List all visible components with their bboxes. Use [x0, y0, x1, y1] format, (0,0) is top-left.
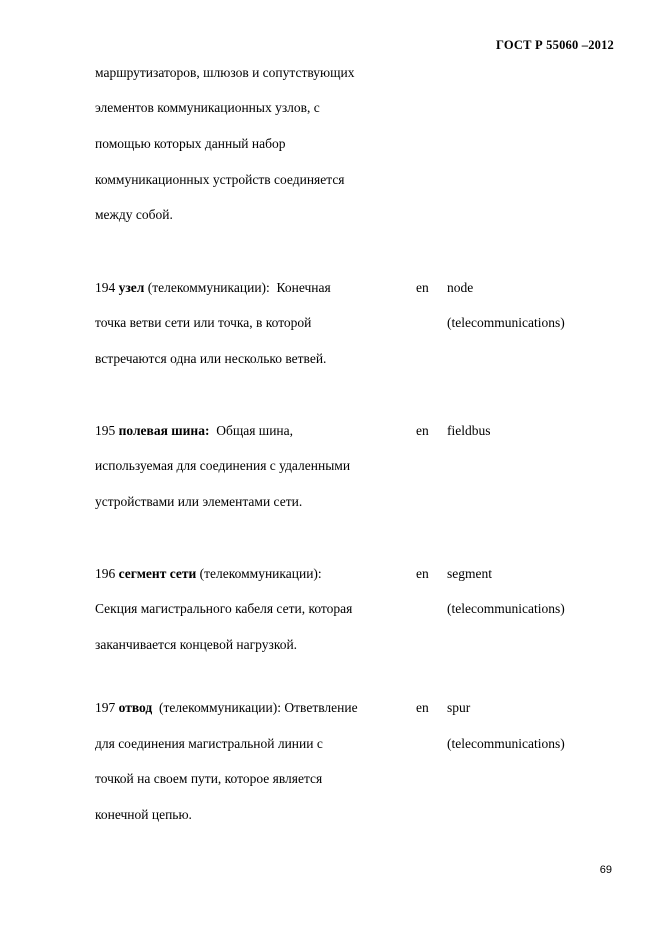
- entry-qualifier: (телекоммуникации):: [152, 700, 282, 715]
- entry-term: отвод: [118, 700, 153, 715]
- entry-term: сегмент сети: [118, 566, 197, 581]
- entry-definition-line: точка ветви сети или точка, в которой: [95, 315, 312, 330]
- entry-qualifier: (телекоммуникации):: [144, 280, 270, 295]
- entry-term: узел: [118, 280, 145, 295]
- entry-definition-line: конечной цепью.: [95, 807, 192, 822]
- entry-number: 194: [95, 280, 116, 295]
- entry-text: Конечная: [269, 280, 331, 295]
- entry-first-line: [95, 423, 293, 439]
- english-term-qualifier: (telecommunications): [447, 736, 565, 751]
- entry-number: 197: [95, 700, 116, 715]
- entry-definition-line: встречаются одна или несколько ветвей.: [95, 351, 327, 366]
- continuation-line: элементов коммуникационных узлов, с: [95, 100, 320, 115]
- entry-definition-line: точкой на своем пути, которое является: [95, 771, 323, 786]
- entry-text: Общая шина,: [209, 423, 294, 438]
- english-term: spur: [447, 700, 471, 715]
- entry-definition-line: используемая для соединения с удаленными: [95, 458, 351, 473]
- entry-number: 196: [95, 566, 116, 581]
- english-term: segment: [447, 566, 492, 581]
- continuation-line: маршрутизаторов, шлюзов и сопутствующих: [95, 65, 355, 80]
- english-term-qualifier: (telecommunications): [447, 315, 565, 330]
- entry-definition-line: Секция магистрального кабеля сети, которая: [95, 601, 353, 616]
- continuation-line: между собой.: [95, 207, 173, 222]
- entry-definition-line: устройствами или элементами сети.: [95, 494, 303, 509]
- english-term: node: [447, 280, 474, 295]
- entry-number: 195: [95, 423, 116, 438]
- continuation-line: коммуникационных устройств соединяется: [95, 172, 345, 187]
- english-term-qualifier: (telecommunications): [447, 601, 565, 616]
- entry-term: полевая шина:: [118, 423, 210, 438]
- entry-first-line: [95, 566, 322, 582]
- english-term: fieldbus: [447, 423, 491, 438]
- entry-first-line: [95, 700, 358, 716]
- language-code: en: [416, 700, 429, 715]
- language-code: en: [416, 280, 429, 295]
- page-number: 69: [599, 864, 612, 876]
- document-code: ГОСТ Р 55060 –2012: [496, 38, 614, 52]
- entry-definition-line: заканчивается концевой нагрузкой.: [95, 637, 298, 652]
- entry-qualifier: (телекоммуникации):: [196, 566, 322, 581]
- entry-definition-line: для соединения магистральной линии с: [95, 736, 323, 751]
- entry-text: Ответвление: [281, 700, 358, 715]
- entry-first-line: [95, 280, 331, 296]
- continuation-line: помощью которых данный набор: [95, 136, 286, 151]
- language-code: en: [416, 423, 429, 438]
- language-code: en: [416, 566, 429, 581]
